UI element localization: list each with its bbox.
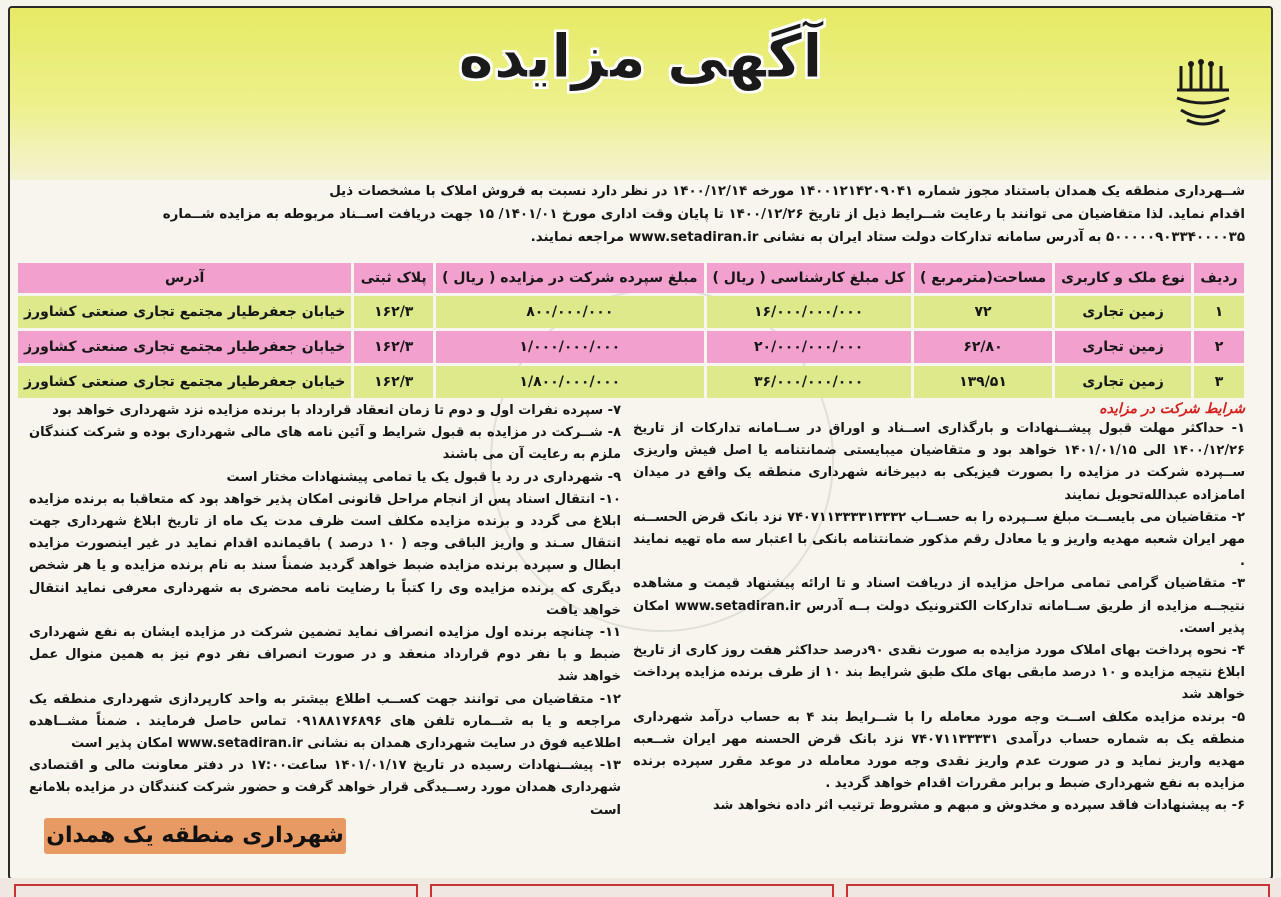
page-title: آگهی مزایده bbox=[458, 22, 823, 92]
condition-item: ۱۱- چنانچه برنده اول مزایده انصراف نماید تضمین شرکت در مزایده ایشان به نفع شهرداری ضبط و با نفر دوم قرارداد منعقد و در صورت انصراف نفر دوم نیز به همین منوال عمل خواهد شد bbox=[29, 625, 621, 685]
cell-property-type: زمین تجاری bbox=[1055, 366, 1191, 398]
condition-item: ۱۳- پیشــنهادات رسیده در تاریخ ۱۴۰۱/۰۱/۱۷ ساعت۱۷:۰۰ در دفتر معاونت مالی و اقتصادی شهرداری همدان مورد رســیدگی قرار خواهد گرفت و حضور شرکت کنندگان در مزایده بلامانع است bbox=[29, 758, 621, 818]
properties-table bbox=[15, 260, 1247, 401]
col-header-property-type: نوع ملک و کاربری bbox=[1055, 263, 1191, 293]
cell-area: ۱۳۹/۵۱ bbox=[914, 366, 1052, 398]
condition-item: ۷- سپرده نفرات اول و دوم تا زمان انعقاد قرارداد با برنده مزایده نزد شهرداری خواهد بود bbox=[52, 403, 621, 418]
cell-address: خیابان جعفرطیار مجتمع تجاری صنعتی کشاورز bbox=[18, 331, 351, 363]
conditions-title: شرایط شرکت در مزایده bbox=[1099, 401, 1245, 417]
cell-address: خیابان جعفرطیار مجتمع تجاری صنعتی کشاورز bbox=[18, 366, 351, 398]
col-header-deposit-amount: مبلغ سپرده شرکت در مزایده ( ریال ) bbox=[436, 263, 703, 293]
next-ad-border bbox=[430, 884, 834, 897]
col-header-appraisal-amount: کل مبلغ کارشناسی ( ریال ) bbox=[707, 263, 911, 293]
cell-appraisal-amount: ۱۶/۰۰۰/۰۰۰/۰۰۰ bbox=[707, 296, 911, 328]
condition-item: ۱۲- متقاضیان می توانند جهت کســب اطلاع بیشتر به واحد کارپردازی شهرداری منطقه یک مراجعه و یا به شــماره تلفن های ۰۹۱۸۸۱۷۶۸۹۶ تماس حاصل فرمایند . ضمناً مشــاهده اطلاعیه فوق در سایت شهرداری همدان به نشانی www.setadiran.ir امکان پذیر است bbox=[29, 691, 621, 752]
cell-address: خیابان جعفرطیار مجتمع تجاری صنعتی کشاورز bbox=[18, 296, 351, 328]
table-header-row bbox=[18, 263, 1244, 293]
condition-item: ۲- متقاضیان می بایســت مبلغ ســپرده را به حســاب ۷۴۰۷۱۱۳۳۳۳۱۳۳۳۲ نزد بانک قرض الحســنه مهر ایران شعبه مهدیه واریز و یا معادل رقم مذکور ضمانتنامه بانکی با اعتبار سه ماه تهیه نمایند . bbox=[633, 509, 1245, 570]
condition-item: ۱- حداکثر مهلت قبول پیشــنهادات و بارگذاری اســناد و اوراق در ســامانه تدارکات از تاریخ ۱۴۰۰/۱۲/۲۶ الی ۱۴۰۱/۰۱/۱۵ خواهد بود و متقاضیان میبایستی ضمانتنامه یا اصل فیش واریزی ســپرده شرکت در مزایده را بصورت فیزیکی به دبیرخانه شهرداری منطقه یک واقع در میدان امامزاده عبدالله‌تحویل نمایند bbox=[633, 421, 1245, 503]
cell-deposit-amount: ۱/۰۰۰/۰۰۰/۰۰۰ bbox=[436, 331, 703, 363]
conditions-column-left bbox=[29, 400, 621, 822]
col-header-plate: پلاک ثبتی bbox=[354, 263, 433, 293]
notice-frame bbox=[8, 6, 1273, 880]
cell-area: ۶۲/۸۰ bbox=[914, 331, 1052, 363]
cell-row-number: ۳ bbox=[1194, 366, 1244, 398]
condition-item: ۳- متقاضیان گرامی تمامی مراحل مزایده از دریافت اسناد و تا ارائه پیشنهاد قیمت و مشاهده نتیجــه مزایده از طریق ســامانه تدارکات الکترونیک دولت بــه آدرس www.setadiran.ir امکان پذیر است. bbox=[633, 576, 1245, 636]
intro-paragraph bbox=[36, 180, 1245, 249]
condition-item: ۸- شــرکت در مزایده به قبول شرایط و آئین نامه های مالی شهرداری بوده و شرکت کنندگان ملزم به رعایت آن می باشند bbox=[29, 425, 621, 463]
cell-row-number: ۱ bbox=[1194, 296, 1244, 328]
cell-property-type: زمین تجاری bbox=[1055, 331, 1191, 363]
condition-item: ۹- شهرداری در رد یا قبول یک یا تمامی پیشنهادات مختار است bbox=[226, 469, 621, 485]
cell-plate: ۱۶۲/۳ bbox=[354, 366, 433, 398]
cell-deposit-amount: ۱/۸۰۰/۰۰۰/۰۰۰ bbox=[436, 366, 703, 398]
next-ad-border bbox=[846, 884, 1270, 897]
table-row bbox=[18, 331, 1244, 363]
cell-property-type: زمین تجاری bbox=[1055, 296, 1191, 328]
table-row bbox=[18, 296, 1244, 328]
cell-row-number: ۲ bbox=[1194, 331, 1244, 363]
col-header-address: آدرس bbox=[18, 263, 351, 293]
condition-item: ۱۰- انتقال اسناد پس از انجام مراحل قانونی امکان پذیر خواهد بود که متعاقبا به برنده مزایده ابلاغ می گردد و برنده مزایده مکلف است ظرف مدت یک ماه از تاریخ ابلاغ شهرداری جهت انتقال سـند و واریز الباقی وجه ( ۱۰ درصد ) باقیمانده اقدام نماید در غیر اینصورت مزایده ابطال و سپرده برنده مزایده ضبط خواهد گردید ضمناً سند به نام برنده مزایده و یا هر شخص دیگری که برنده مزایده وی را کتباً با رضایت نامه محضری به شهرداری معرفی نماید انتقال خواهد یافت bbox=[29, 491, 621, 618]
condition-item: ۶- به پیشنهادات فاقد سپرده و مخدوش و مبهم و مشروط ترتیب اثر داده نخواهد شد bbox=[712, 798, 1245, 814]
intro-line: اقدام نماید. لذا متقاضیان می توانند با رعایت شــرایط ذیل از تاریخ ۱۴۰۰/۱۲/۲۶ تا پایان وقت اداری مورخ ۱۴۰۱/۰۱/ ۱۵ جهت دریافت اســناد مربوطه به مزایده شــماره bbox=[162, 207, 1245, 222]
conditions-column-right bbox=[633, 400, 1245, 818]
next-page-strip bbox=[0, 878, 1281, 897]
cell-plate: ۱۶۲/۳ bbox=[354, 296, 433, 328]
cell-appraisal-amount: ۲۰/۰۰۰/۰۰۰/۰۰۰ bbox=[707, 331, 911, 363]
cell-appraisal-amount: ۳۶/۰۰۰/۰۰۰/۰۰۰ bbox=[707, 366, 911, 398]
intro-line: ۵۰۰۰۰۰۹۰۳۳۴۰۰۰۰۳۵ به آدرس سامانه تدارکات دولت ستاد ایران به نشانی www.setadiran.ir مراجعه نمایند. bbox=[530, 230, 1245, 245]
cell-area: ۷۲ bbox=[914, 296, 1052, 328]
col-header-row-number: ردیف bbox=[1194, 263, 1244, 293]
table-row bbox=[18, 366, 1244, 398]
cell-deposit-amount: ۸۰۰/۰۰۰/۰۰۰ bbox=[436, 296, 703, 328]
intro-line: شــهرداری منطقه یک همدان باستناد مجوز شماره ۱۴۰۰۱۲۱۴۲۰۹۰۴۱ مورخه ۱۴۰۰/۱۲/۱۴ در نظر دارد نسبت به فروش املاک با مشخصات ذیل bbox=[329, 184, 1245, 199]
condition-item: ۵- برنده مزایده مکلف اســت وجه مورد معامله را با شــرایط بند ۴ به حساب درآمد شهرداری منطقه یک به شماره حساب درآمدی ۷۴۰۷۱۱۳۳۳۳۱ نزد بانک قرض الحسنه مهر ایران شــعبه مهدیه واریز نماید و در صورت عدم واریز نقدی وجه مورد معامله در موعد مقرر سپرده برنده مزایده به نفع شهرداری ضبط و برابر مقررات اقدام خواهد گردید . bbox=[633, 709, 1246, 792]
next-ad-border bbox=[14, 884, 418, 897]
cell-plate: ۱۶۲/۳ bbox=[354, 331, 433, 363]
condition-item: ۴- نحوه پرداخت بهای املاک مورد مزایده به صورت نقدی ۹۰درصد حداکثر هفت روز کاری از تاریخ ابلاغ نتیجه مزایده و ۱۰ درصد مابقی بهای ملک طبق شرایط بند ۱۰ از طرف برنده مزایده پرداخت خواهد شد bbox=[633, 643, 1245, 703]
signature-box: شهرداری منطقه یک همدان bbox=[44, 818, 346, 854]
col-header-area: مساحت(مترمربع ) bbox=[914, 263, 1052, 293]
